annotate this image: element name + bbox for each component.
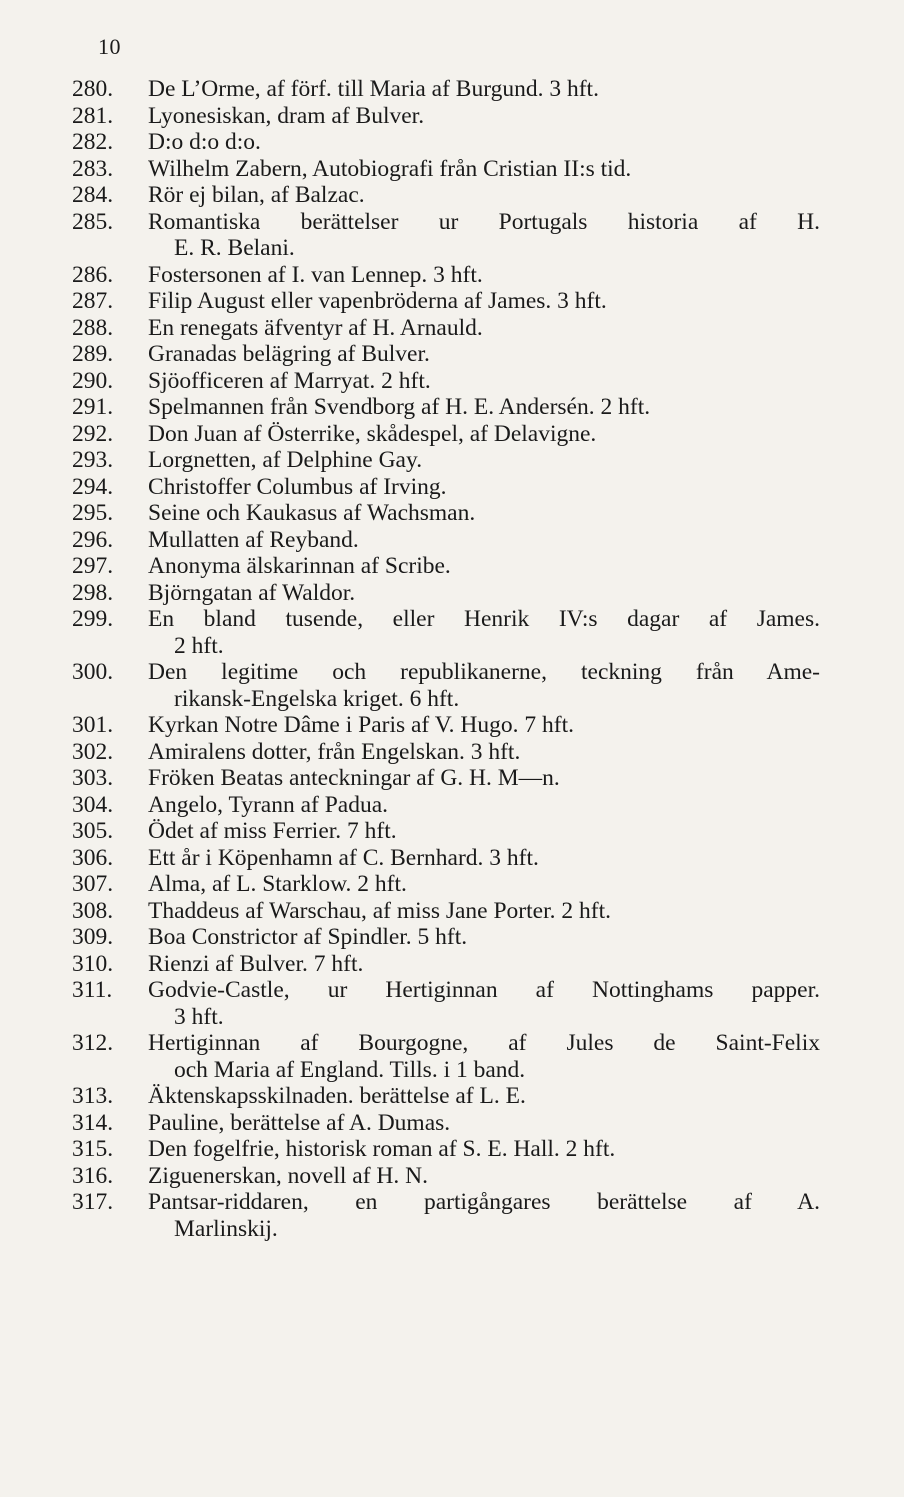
- entry-first-line: [0, 845, 904, 872]
- entry-number: 317.: [72, 1189, 114, 1215]
- catalogue-list: [0, 76, 904, 1242]
- catalogue-entry: [0, 765, 904, 792]
- entry-first-line: [0, 447, 904, 474]
- entry-number: 288.: [72, 314, 114, 341]
- entry-number: 309.: [72, 924, 114, 950]
- entry-text: Pantsar-riddaren, en partigångares berättelse af A.: [148, 1189, 820, 1215]
- entry-number: 292.: [72, 420, 114, 447]
- catalogue-entry: [0, 1163, 904, 1190]
- entry-number: 308.: [72, 897, 114, 924]
- catalogue-entry: [0, 262, 904, 289]
- entry-first-line: [0, 368, 904, 395]
- entry-first-line: [0, 288, 904, 315]
- entry-number: 316.: [72, 1162, 114, 1189]
- entry-number: 296.: [72, 526, 114, 553]
- entry-text: Boa Constrictor af Spindler. 5 hft.: [148, 924, 468, 950]
- catalogue-entry: [0, 209, 904, 262]
- catalogue-entry: [0, 368, 904, 395]
- catalogue-entry: [0, 712, 904, 739]
- catalogue-entry: [0, 580, 904, 607]
- entry-text: D:o d:o d:o.: [148, 129, 261, 155]
- entry-number: 285.: [72, 208, 114, 235]
- entry-number: 301.: [72, 712, 114, 738]
- catalogue-entry: [0, 500, 904, 527]
- entry-text: Spelmannen från Svendborg af H. E. Andersén. 2 hft.: [148, 394, 651, 420]
- entry-first-line: [0, 580, 904, 607]
- catalogue-entry: [0, 553, 904, 580]
- page-number: 10: [98, 34, 121, 59]
- entry-number: 299.: [72, 606, 114, 632]
- catalogue-entry: [0, 924, 904, 951]
- entry-first-line: [0, 951, 904, 978]
- catalogue-entry: [0, 421, 904, 448]
- entry-text: Rör ej bilan, af Balzac.: [148, 182, 365, 208]
- entry-first-line: [0, 421, 904, 448]
- catalogue-entry: [0, 315, 904, 342]
- catalogue-entry: [0, 288, 904, 315]
- entry-number: 293.: [72, 447, 114, 473]
- entry-text: Christoffer Columbus af Irving.: [148, 473, 447, 500]
- entry-first-line: [0, 315, 904, 342]
- entry-text: Angelo, Tyrann af Padua.: [148, 791, 389, 818]
- catalogue-entry: [0, 739, 904, 766]
- entry-continuation-line: [0, 235, 904, 262]
- catalogue-entry: [0, 129, 904, 156]
- entry-text: Lyonesiskan, dram af Bulver.: [148, 102, 425, 129]
- entry-number: 294.: [72, 473, 114, 500]
- entry-text: Amiralens dotter, från Engelskan. 3 hft.: [148, 738, 521, 765]
- entry-text: Fröken Beatas anteckningar af G. H. M—n.: [148, 765, 560, 791]
- entry-number: 286.: [72, 261, 114, 288]
- catalogue-entry: [0, 1030, 904, 1083]
- entry-first-line: [0, 500, 904, 527]
- entry-text: Hertiginnan af Bourgogne, af Jules de Saint-Felix: [148, 1030, 820, 1056]
- entry-first-line: [0, 1110, 904, 1137]
- catalogue-entry: [0, 818, 904, 845]
- entry-first-line: [0, 898, 904, 925]
- catalogue-entry: [0, 341, 904, 368]
- entry-text: Björngatan af Waldor.: [148, 579, 356, 606]
- entry-first-line: [0, 659, 904, 686]
- entry-text: Den legitime och republikanerne, teckning från Ame-: [148, 659, 820, 685]
- entry-first-line: [0, 739, 904, 766]
- entry-first-line: [0, 553, 904, 580]
- entry-text: Filip August eller vapenbröderna af James. 3 hft.: [148, 288, 607, 314]
- entry-first-line: [0, 527, 904, 554]
- catalogue-entry: [0, 1110, 904, 1137]
- entry-continuation-line: [0, 1057, 904, 1084]
- entry-number: 312.: [72, 1030, 114, 1056]
- entry-first-line: [0, 156, 904, 183]
- entry-first-line: [0, 394, 904, 421]
- entry-text: Godvie-Castle, ur Hertiginnan af Nottinghams papper.: [148, 977, 820, 1003]
- entry-number: 297.: [72, 553, 114, 579]
- catalogue-entry: [0, 898, 904, 925]
- entry-number: 295.: [72, 500, 114, 526]
- catalogue-entry: [0, 527, 904, 554]
- entry-first-line: [0, 818, 904, 845]
- entry-text: Sjöofficeren af Marryat. 2 hft.: [148, 367, 431, 394]
- entry-text: E. R. Belani.: [174, 235, 295, 261]
- entry-number: 283.: [72, 155, 114, 182]
- catalogue-entry: [0, 1083, 904, 1110]
- entry-first-line: [0, 924, 904, 951]
- catalogue-entry: [0, 1189, 904, 1242]
- entry-text: Pauline, berättelse af A. Dumas.: [148, 1109, 451, 1136]
- catalogue-entry: [0, 977, 904, 1030]
- entry-text: Den fogelfrie, historisk roman af S. E. Hall. 2 hft.: [148, 1136, 616, 1162]
- catalogue-entry: [0, 182, 904, 209]
- entry-number: 290.: [72, 367, 114, 394]
- entry-continuation-line: [0, 686, 904, 713]
- entry-text: Kyrkan Notre Dâme i Paris af V. Hugo. 7 hft.: [148, 712, 574, 738]
- entry-number: 284.: [72, 182, 114, 208]
- entry-first-line: [0, 209, 904, 236]
- entry-text: En renegats äfventyr af H. Arnauld.: [148, 314, 483, 341]
- entry-text: Ett år i Köpenhamn af C. Bernhard. 3 hft.: [148, 844, 539, 871]
- entry-number: 300.: [72, 659, 114, 685]
- entry-number: 282.: [72, 129, 114, 155]
- entry-number: 302.: [72, 738, 114, 765]
- entry-text: Alma, af L. Starklow. 2 hft.: [148, 871, 407, 897]
- entry-first-line: [0, 606, 904, 633]
- entry-text: och Maria af England. Tills. i 1 band.: [174, 1056, 526, 1083]
- entry-text: Wilhelm Zabern, Autobiografi från Cristian II:s tid.: [148, 155, 632, 182]
- entry-text: Thaddeus af Warschau, af miss Jane Porter. 2 hft.: [148, 897, 611, 924]
- catalogue-entry: [0, 845, 904, 872]
- entry-first-line: [0, 1163, 904, 1190]
- entry-text: rikansk-Engelska kriget. 6 hft.: [174, 685, 460, 712]
- entry-text: De L’Orme, af förf. till Maria af Burgund. 3 hft.: [148, 76, 599, 102]
- entry-continuation-line: [0, 633, 904, 660]
- entry-first-line: [0, 341, 904, 368]
- entry-continuation-line: [0, 1004, 904, 1031]
- catalogue-entry: [0, 76, 904, 103]
- entry-number: 313.: [72, 1083, 114, 1109]
- catalogue-entry: [0, 156, 904, 183]
- entry-number: 281.: [72, 102, 114, 129]
- entry-number: 280.: [72, 76, 114, 102]
- entry-text: En bland tusende, eller Henrik IV:s dagar af James.: [148, 606, 820, 632]
- entry-text: Anonyma älskarinnan af Scribe.: [148, 553, 451, 579]
- entry-number: 291.: [72, 394, 114, 420]
- catalogue-entry: [0, 474, 904, 501]
- entry-number: 304.: [72, 791, 114, 818]
- entry-text: Seine och Kaukasus af Wachsman.: [148, 500, 476, 526]
- entry-number: 314.: [72, 1109, 114, 1136]
- entry-first-line: [0, 129, 904, 156]
- catalogue-entry: [0, 951, 904, 978]
- entry-text: Mullatten af Reyband.: [148, 526, 359, 553]
- entry-first-line: [0, 977, 904, 1004]
- entry-number: 311.: [72, 977, 113, 1003]
- entry-first-line: [0, 474, 904, 501]
- entry-first-line: [0, 262, 904, 289]
- entry-first-line: [0, 103, 904, 130]
- entry-number: 310.: [72, 950, 114, 977]
- entry-first-line: [0, 1189, 904, 1216]
- catalogue-entry: [0, 792, 904, 819]
- catalogue-entry: [0, 1136, 904, 1163]
- entry-text: Fostersonen af I. van Lennep. 3 hft.: [148, 261, 483, 288]
- entry-first-line: [0, 792, 904, 819]
- entry-number: 306.: [72, 844, 114, 871]
- entry-text: Ödet af miss Ferrier. 7 hft.: [148, 818, 397, 844]
- entry-number: 289.: [72, 341, 114, 367]
- entry-text: 3 hft.: [174, 1003, 224, 1030]
- entry-text: Granadas belägring af Bulver.: [148, 341, 430, 367]
- entry-first-line: [0, 1083, 904, 1110]
- entry-number: 305.: [72, 818, 114, 844]
- entry-text: Don Juan af Österrike, skådespel, af Delavigne.: [148, 420, 597, 447]
- entry-text: Äktenskapsskilnaden. berättelse af L. E.: [148, 1083, 526, 1109]
- entry-first-line: [0, 871, 904, 898]
- catalogue-entry: [0, 606, 904, 659]
- entry-number: 287.: [72, 288, 114, 314]
- entry-number: 307.: [72, 871, 114, 897]
- entry-number: 303.: [72, 765, 114, 791]
- entry-text: Romantiska berättelser ur Portugals historia af H.: [148, 208, 820, 235]
- entry-first-line: [0, 712, 904, 739]
- entry-text: Marlinskij.: [174, 1215, 278, 1242]
- entry-number: 315.: [72, 1136, 114, 1162]
- entry-text: Rienzi af Bulver. 7 hft.: [148, 950, 364, 977]
- entry-first-line: [0, 1030, 904, 1057]
- catalogue-entry: [0, 394, 904, 421]
- entry-first-line: [0, 1136, 904, 1163]
- entry-text: Lorgnetten, af Delphine Gay.: [148, 447, 423, 473]
- entry-first-line: [0, 182, 904, 209]
- entry-text: 2 hft.: [174, 632, 224, 659]
- entry-first-line: [0, 76, 904, 103]
- catalogue-entry: [0, 659, 904, 712]
- entry-text: Ziguenerskan, novell af H. N.: [148, 1162, 428, 1189]
- catalogue-entry: [0, 871, 904, 898]
- catalogue-entry: [0, 103, 904, 130]
- entry-number: 298.: [72, 579, 114, 606]
- entry-continuation-line: [0, 1216, 904, 1243]
- catalogue-entry: [0, 447, 904, 474]
- entry-first-line: [0, 765, 904, 792]
